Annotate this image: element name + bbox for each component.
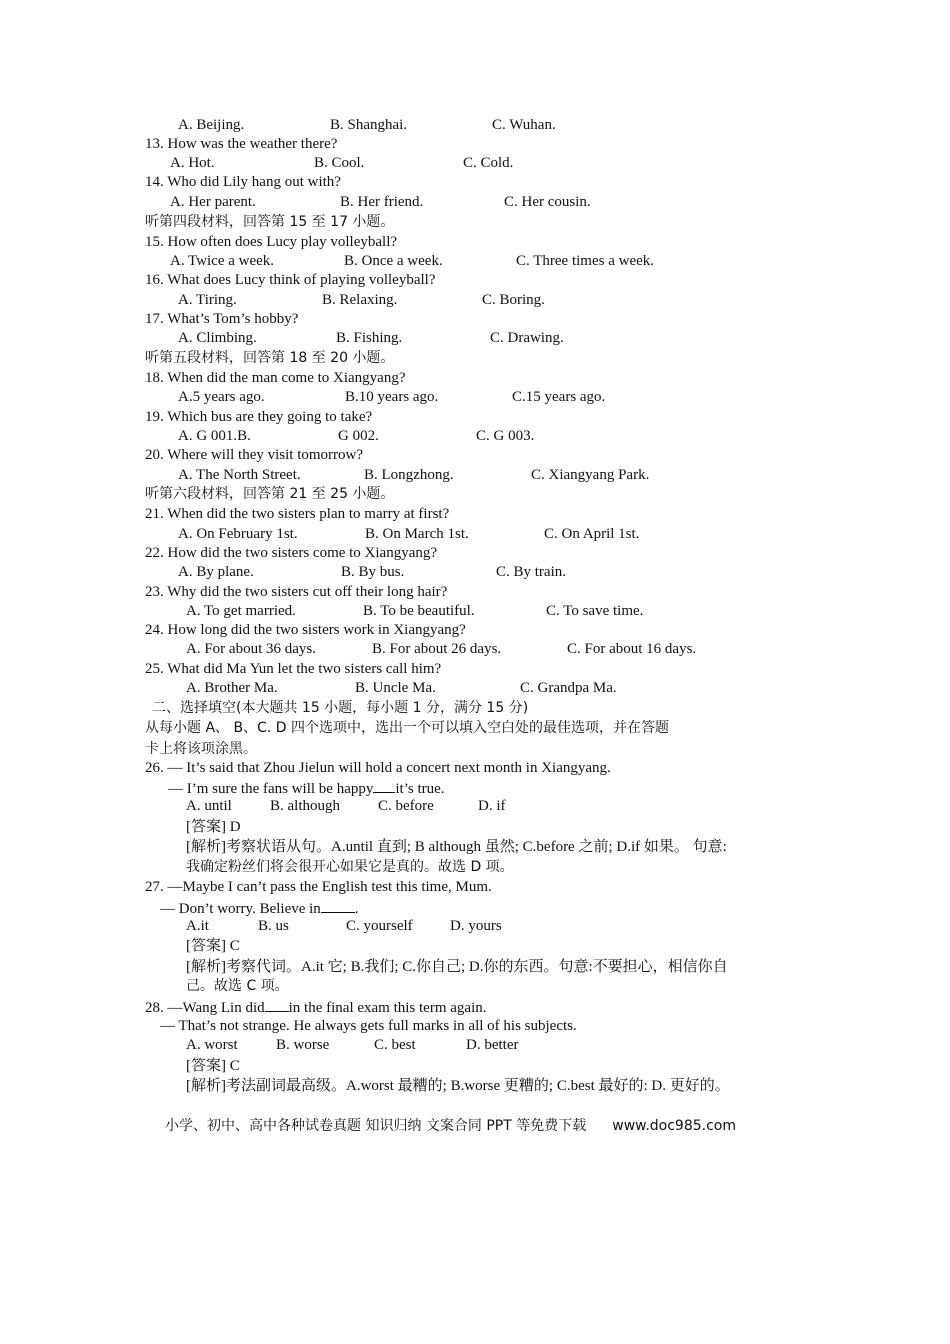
text-line: 16. What does Lucy think of playing volleyball? [145, 272, 436, 288]
text-line: B. For about 26 days. [372, 641, 502, 657]
text-line: B. worse [276, 1037, 330, 1053]
text-line: B. By bus. [341, 564, 405, 580]
text-line: 我确定粉丝们将会很开心如果它是真的。故选 D 项。 [186, 859, 514, 875]
text-line: C. Wuhan. [492, 117, 556, 133]
text-line: 20. Where will they visit tomorrow? [145, 447, 364, 463]
text-line: B. although [270, 798, 340, 814]
text-line: C.15 years ago. [512, 389, 606, 405]
text-line: B. Her friend. [340, 194, 424, 210]
text-line: C. yourself [346, 918, 413, 934]
text-line: A. Beijing. [178, 117, 245, 133]
text-line: C. Grandpa Ma. [520, 680, 617, 696]
text-line: 听第六段材料，回答第 21 至 25 小题。 [145, 486, 395, 502]
text-line: A. Brother Ma. [186, 680, 278, 696]
text-line: C. before [378, 798, 434, 814]
answer-blank [265, 997, 289, 1012]
text-line: C. Three times a week. [516, 253, 655, 269]
text-line: A. Her parent. [170, 194, 256, 210]
text-line: A.5 years ago. [178, 389, 265, 405]
text-line: 17. What’s Tom’s hobby? [145, 311, 299, 327]
text-line: 15. How often does Lucy play volleyball? [145, 234, 398, 250]
text-line: D. if [478, 798, 506, 814]
text-line: 25. What did Ma Yun let the two sisters call him? [145, 661, 442, 677]
text-line: 从每小题 A、 B、C. D 四个选项中，选出一个可以填入空白处的最佳选项，并在答题 [145, 720, 669, 736]
text-line: C. By train. [496, 564, 566, 580]
text-line: 二、选择填空(本大题共 15 小题，每小题 1 分，满分 15 分) [152, 700, 529, 716]
question-28-stem: 28. —Wang Lin did in the final exam this term again. [145, 997, 486, 1016]
text-line: [解析]考察代词。A.it 它; B.我们; C.你自己; D.你的东西。句意:不要担心，相信你自 [186, 959, 728, 975]
answer-blank [321, 898, 355, 913]
text-line: A. To get married. [186, 603, 296, 619]
text-line: G 002. [338, 428, 379, 444]
text-line: C. To save time. [546, 603, 644, 619]
text-line: B. Shanghai. [330, 117, 408, 133]
text-line: [解析]考察状语从句。A.until 直到; B although 虽然; C.before 之前; D.if 如果。 句意: [186, 839, 727, 855]
text-line: 19. Which bus are they going to take? [145, 409, 373, 425]
text-line: C. Drawing. [490, 330, 564, 346]
question-27-reply: — Don’t worry. Believe in . [160, 898, 359, 917]
footer-text: 小学、初中、高中各种试卷真题 知识归纳 文案合同 PPT 等免费下载 [165, 1118, 587, 1134]
text-line: A. On February 1st. [178, 526, 298, 542]
page-footer [165, 1115, 736, 1135]
text-line: D. yours [450, 918, 502, 934]
answer-blank [373, 778, 395, 793]
text-line: 27. —Maybe I can’t pass the English test this time, Mum. [145, 879, 492, 895]
text-line: B. On March 1st. [365, 526, 469, 542]
text-line: B. Cool. [314, 155, 365, 171]
text-line: C. Her cousin. [504, 194, 591, 210]
text-line: 26. — It’s said that Zhou Jielun will hold a concert next month in Xiangyang. [145, 760, 611, 776]
text-line: B. Longzhong. [364, 467, 454, 483]
text-line: 21. When did the two sisters plan to marry at first? [145, 506, 450, 522]
text-line: A. G 001.B. [178, 428, 251, 444]
text-line: — That’s not strange. He always gets full marks in all of his subjects. [160, 1018, 577, 1034]
text-line: C. On April 1st. [544, 526, 640, 542]
text-line: A. The North Street. [178, 467, 301, 483]
text-line: A. Tiring. [178, 292, 237, 308]
text-line: B. Uncle Ma. [355, 680, 436, 696]
text-line: C. G 003. [476, 428, 535, 444]
text-line: 卡上将该项涂黑。 [145, 741, 257, 757]
text-line: B. us [258, 918, 289, 934]
text-line: A. By plane. [178, 564, 254, 580]
text-line: B. Fishing. [336, 330, 403, 346]
text-line: 13. How was the weather there? [145, 136, 338, 152]
text-line: D. better [466, 1037, 519, 1053]
text-line: C. Xiangyang Park. [531, 467, 650, 483]
footer-site-link[interactable]: www.doc985.com [612, 1118, 736, 1134]
text-line: 14. Who did Lily hang out with? [145, 174, 341, 190]
text-line: [答案] D [186, 819, 241, 835]
text-line: C. Cold. [463, 155, 514, 171]
text-line: 23. Why did the two sisters cut off their long hair? [145, 584, 448, 600]
text-line: 己。故选 C 项。 [186, 978, 289, 994]
text-line: A. Twice a week. [170, 253, 275, 269]
text-line: 听第五段材料，回答第 18 至 20 小题。 [145, 350, 395, 366]
text-line: A. For about 36 days. [186, 641, 316, 657]
text-line: C. Boring. [482, 292, 545, 308]
text-line: 18. When did the man come to Xiangyang? [145, 370, 406, 386]
text-line: [答案] C [186, 938, 240, 954]
text-line: 听第四段材料，回答第 15 至 17 小题。 [145, 214, 395, 230]
question-26-reply: — I’m sure the fans will be happy it’s true. [168, 778, 445, 797]
text-line: B. Once a week. [344, 253, 443, 269]
text-line: C. For about 16 days. [567, 641, 697, 657]
text-line: B. Relaxing. [322, 292, 398, 308]
text-line: 24. How long did the two sisters work in Xiangyang? [145, 622, 466, 638]
text-line: 22. How did the two sisters come to Xiangyang? [145, 545, 438, 561]
text-line: C. best [374, 1037, 416, 1053]
text-line: [解析]考法副词最高级。A.worst 最糟的; B.worse 更糟的; C.best 最好的: D. 更好的。 [186, 1078, 730, 1094]
text-line: A. worst [186, 1037, 238, 1053]
text-line: A. Hot. [170, 155, 215, 171]
text-line: B. To be beautiful. [363, 603, 475, 619]
text-line: B.10 years ago. [345, 389, 439, 405]
text-line: A. until [186, 798, 232, 814]
text-line: [答案] C [186, 1058, 240, 1074]
text-line: A.it [186, 918, 209, 934]
text-line: A. Climbing. [178, 330, 257, 346]
